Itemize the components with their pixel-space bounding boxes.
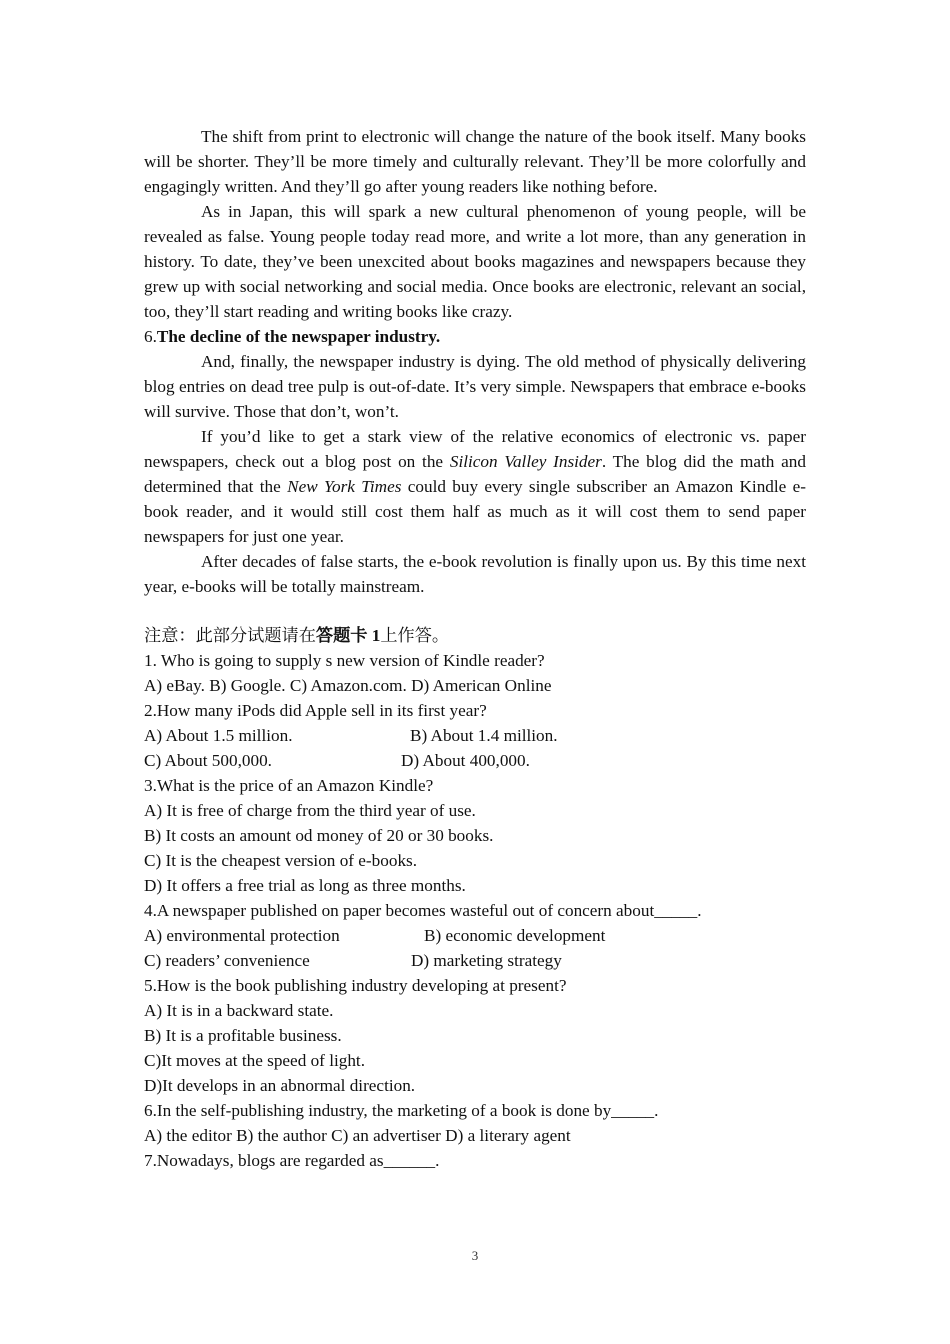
- q2-option-a: A) About 1.5 million.: [144, 726, 293, 745]
- q4-option-a: A) environmental protection: [144, 926, 340, 945]
- paragraph-3: And, finally, the newspaper industry is dying. The old method of physically delivering blog entries on dead tree pulp is out-of-date. It’s very simple. Newspapers that embrace e-books will survive. Those that don’t, won’t.: [144, 352, 806, 421]
- question-5: 5.How is the book publishing industry developing at present?: [144, 976, 567, 995]
- publication-name-1: Silicon Valley Insider: [449, 452, 602, 471]
- spacer: [144, 599, 806, 623]
- paragraph-2: As in Japan, this will spark a new cultural phenomenon of young people, will be revealed as false. Young people today read more, and write a lot more, than any generation in history. To date, they’ve been unexcited about books magazines and newspapers because they grew up with social networking and social media. Once books are electronic, relevant an social, too, they’ll start reading and writing books like crazy.: [144, 202, 806, 321]
- paragraph-1: The shift from print to electronic will change the nature of the book itself. Many books will be shorter. They’ll be more timely and culturally relevant. They’ll be more colorfully and engagingly written. And they’ll go after young readers like nothing before.: [144, 127, 806, 196]
- q5-option-d: D)It develops in an abnormal direction.: [144, 1076, 416, 1095]
- heading-number: 6.: [144, 327, 157, 346]
- q3-option-b: B) It costs an amount od money of 20 or 30 books.: [144, 826, 494, 845]
- q3-option-c: C) It is the cheapest version of e-books.: [144, 851, 418, 870]
- question-6-options: A) the editor B) the author C) an advertiser D) a literary agent: [144, 1126, 571, 1145]
- question-1: 1. Who is going to supply s new version of Kindle reader?: [144, 651, 545, 670]
- q2-option-b: B) About 1.4 million.: [410, 726, 558, 745]
- heading-text: The decline of the newspaper industry.: [156, 327, 441, 346]
- q5-option-c: C)It moves at the speed of light.: [144, 1051, 366, 1070]
- question-4-options-row-1: [144, 923, 806, 948]
- page-number: 3: [471, 1248, 479, 1263]
- notice-prefix: 注意：此部分试题请在: [144, 626, 316, 645]
- q3-option-a: A) It is free of charge from the third year of use.: [144, 801, 476, 820]
- question-7: 7.Nowadays, blogs are regarded as______.: [144, 1151, 440, 1170]
- question-6: 6.In the self-publishing industry, the marketing of a book is done by_____.: [144, 1101, 659, 1120]
- paragraph-4-part-c: could buy every single subscriber an Amazon Kindle e-book reader, and it would still cost them half as much as it will cost them to send paper newspapers for just one year.: [144, 477, 806, 546]
- section-heading: [144, 324, 806, 349]
- paragraph-4-part-a: If you’d like to get a stark view of the relative economics of electronic vs. paper newspapers, check out a blog post on the: [144, 427, 806, 471]
- question-3: 3.What is the price of an Amazon Kindle?: [144, 776, 434, 795]
- question-2-options-row-1: [144, 723, 806, 748]
- paragraph-5: After decades of false starts, the e-book revolution is finally upon us. By this time next year, e-books will be totally mainstream.: [144, 552, 806, 596]
- paragraph-4: [144, 424, 806, 549]
- notice-bold: 答题卡 1: [315, 626, 381, 645]
- question-4: 4.A newspaper published on paper becomes wasteful out of concern about_____.: [144, 901, 702, 920]
- q2-option-d: D) About 400,000.: [401, 751, 530, 770]
- q3-option-d: D) It offers a free trial as long as three months.: [144, 876, 466, 895]
- question-4-options-row-2: [144, 948, 806, 973]
- publication-name-2: New York Times: [287, 477, 402, 496]
- q5-option-a: A) It is in a backward state.: [144, 1001, 334, 1020]
- q2-option-c: C) About 500,000.: [144, 751, 272, 770]
- question-2-options-row-2: [144, 748, 806, 773]
- q4-option-c: C) readers’ convenience: [144, 951, 310, 970]
- q4-option-b: B) economic development: [424, 926, 606, 945]
- notice-suffix: 上作答。: [380, 626, 450, 645]
- q5-option-b: B) It is a profitable business.: [144, 1026, 342, 1045]
- notice-line: [144, 623, 806, 648]
- question-1-options: A) eBay. B) Google. C) Amazon.com. D) American Online: [144, 676, 552, 695]
- document-body: [144, 124, 806, 1173]
- question-2: 2.How many iPods did Apple sell in its first year?: [144, 701, 487, 720]
- q4-option-d: D) marketing strategy: [411, 951, 562, 970]
- paragraph-4-part-b: . The blog did the math and determined that the: [144, 452, 806, 496]
